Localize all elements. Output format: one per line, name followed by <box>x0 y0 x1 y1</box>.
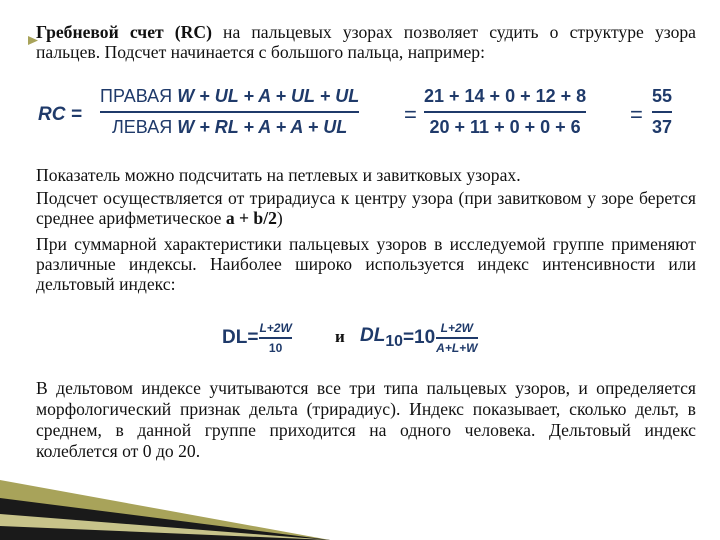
rc-result-numerator: 55 <box>652 86 673 106</box>
right-hand-expression: W + UL + A + UL + UL <box>177 86 360 106</box>
equals-sign-2: = <box>630 102 643 127</box>
and-conjunction: и <box>335 327 345 346</box>
count-tail: ) <box>276 208 283 228</box>
dl-label: DL= <box>222 327 259 348</box>
count-paragraph <box>36 188 696 228</box>
dl10-subscript: 10 <box>385 332 403 350</box>
dl-formula <box>222 316 292 360</box>
dl10-symbol: DL <box>360 325 386 347</box>
dl10-numerator: L+2W <box>440 321 474 336</box>
fraction-bar <box>652 111 672 113</box>
intro-paragraph <box>36 22 696 62</box>
rc-denominator-symbolic <box>112 117 347 138</box>
dl10-label <box>360 325 403 351</box>
rc-formula <box>38 84 688 154</box>
intro-text: на пальцевых узорах позволяет судить о структуре узора пальцев. Подсчет начинается с большого пальца, например: <box>36 22 696 62</box>
delta-index-formulas <box>222 316 522 360</box>
dl-numerator: L+2W <box>259 321 292 336</box>
indices-paragraph: При суммарной характеристики пальцевых узоров в исследуемой группе применяют различные индексы. Наиболее широко используется индекс интенсивности или дельтовый индекс: <box>36 234 696 294</box>
count-text: Подсчет осуществляется от трирадиуса к центру узора (при завитковом у зоре берется среднее арифметическое <box>36 188 696 228</box>
dl10-formula <box>360 316 478 360</box>
fraction-bar <box>436 337 477 339</box>
loops-paragraph: Показатель можно подсчитать на петлевых и завитковых узорах. <box>36 165 521 185</box>
dl-fraction <box>259 321 291 355</box>
rc-symbolic-fraction <box>100 86 359 138</box>
count-formula: a + b/2 <box>225 208 277 228</box>
rc-result-denominator: 37 <box>652 117 673 137</box>
delta-paragraph: В дельтовом индексе учитываются все три типа пальцевых узоров, и определяется морфологический признак дельта (трирадиус). Индекс показывает, сколько дельт, в среднем, в данной группе приходится на одного человека. Дельтовый индекс колеблется от 0 до 20. <box>36 378 696 461</box>
dl10-equals: =10 <box>402 327 436 348</box>
rc-denominator-values: 20 + 11 + 0 + 0 + 6 <box>429 117 581 137</box>
rc-numeric-fraction <box>424 86 586 138</box>
dl10-fraction <box>436 321 477 355</box>
left-hand-label: ЛЕВАЯ <box>111 117 173 137</box>
rc-numerator-values: 21 + 14 + 0 + 12 + 8 <box>424 86 587 106</box>
intro-term: Гребневой счет (RC) <box>36 22 212 42</box>
dl-denominator: 10 <box>268 340 283 355</box>
rc-lhs: RC = <box>38 104 82 125</box>
fraction-bar <box>424 111 586 113</box>
dl10-denominator: A+L+W <box>436 340 478 355</box>
equals-sign-1: = <box>404 102 417 127</box>
rc-numerator-symbolic <box>100 86 359 107</box>
right-hand-label: ПРАВАЯ <box>100 86 173 106</box>
fraction-bar <box>100 111 359 113</box>
rc-result-fraction <box>652 86 672 138</box>
fraction-bar <box>259 337 291 339</box>
corner-decoration <box>0 440 330 540</box>
left-hand-expression: W + RL + A + A + UL <box>177 117 348 137</box>
